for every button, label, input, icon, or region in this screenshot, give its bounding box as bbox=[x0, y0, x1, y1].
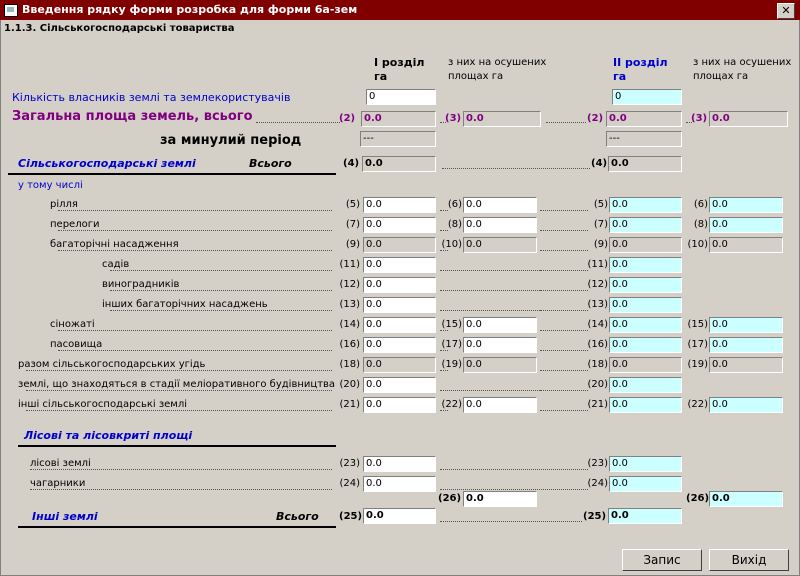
forest-row-field-3[interactable]: 0.0 bbox=[609, 476, 682, 492]
other-total-label: Всього bbox=[276, 510, 319, 523]
row-code-4: (15) bbox=[687, 319, 708, 330]
row-field-3: 0.0 bbox=[609, 357, 682, 373]
row-label: багаторічні насадження bbox=[50, 239, 179, 250]
col2-header-line1: з них на осушених bbox=[448, 57, 547, 68]
row-code-1: (7) bbox=[345, 219, 360, 230]
row-label: пасовища bbox=[50, 339, 103, 350]
row-dots bbox=[540, 349, 588, 351]
window-icon bbox=[4, 4, 18, 17]
forest-row-label: лісові землі bbox=[30, 458, 91, 469]
row-code-3: (13) bbox=[587, 299, 608, 310]
dots bbox=[440, 520, 582, 522]
close-button[interactable]: ✕ bbox=[777, 3, 795, 19]
row-code-1: (5) bbox=[345, 199, 360, 210]
row-dots bbox=[58, 329, 332, 331]
row-field-3[interactable]: 0.0 bbox=[609, 337, 682, 353]
forest-row-field-1[interactable]: 0.0 bbox=[363, 456, 436, 472]
agri-code-3: (4) bbox=[591, 158, 608, 169]
row-dots bbox=[540, 369, 588, 371]
row-code-3: (14) bbox=[587, 319, 608, 330]
row-field-1: 0.0 bbox=[363, 237, 436, 253]
total-field-2: 0.0 bbox=[463, 111, 541, 127]
row-code-2: (17) bbox=[441, 339, 462, 350]
other-field-1[interactable]: 0.0 bbox=[363, 508, 436, 524]
col4-header-line2: площах га bbox=[693, 71, 749, 82]
row-dots bbox=[540, 229, 588, 231]
other-underline bbox=[18, 526, 336, 528]
forest-row-label: чагарники bbox=[30, 478, 86, 489]
total-label: Загальна площа земель, всього bbox=[12, 109, 253, 124]
row-code-3: (20) bbox=[587, 379, 608, 390]
row-code-3: (12) bbox=[587, 279, 608, 290]
row-code-1: (16) bbox=[339, 339, 360, 350]
row-code-3: (7) bbox=[593, 219, 608, 230]
row-field-4[interactable]: 0.0 bbox=[709, 197, 783, 213]
row-code-2: (8) bbox=[447, 219, 462, 230]
row-code-3: (16) bbox=[587, 339, 608, 350]
row-code-3: (11) bbox=[587, 259, 608, 270]
row-label: перелоги bbox=[50, 219, 100, 230]
row-dots bbox=[440, 468, 588, 470]
row-label: разом сільськогосподарських угідь bbox=[18, 359, 206, 370]
row-label: рілля bbox=[50, 199, 78, 210]
window-title: Введення рядку форми розробка для форми 6а-зем bbox=[22, 3, 358, 16]
owners-input-3[interactable]: 0 bbox=[612, 89, 682, 105]
row-code-3: (9) bbox=[593, 239, 608, 250]
row-field-3[interactable]: 0.0 bbox=[609, 217, 682, 233]
other-code-3: (25) bbox=[583, 511, 607, 522]
col3-header-line2: га bbox=[613, 70, 627, 83]
agri-title: Сільськогосподарські землі bbox=[18, 157, 196, 170]
agri-incl-label: у тому числі bbox=[18, 180, 83, 191]
total-code-4: (3) bbox=[691, 113, 708, 124]
row-field-2[interactable]: 0.0 bbox=[463, 397, 537, 413]
row-code-1: (14) bbox=[339, 319, 360, 330]
agri-field-1: 0.0 bbox=[362, 156, 436, 172]
other-field-3[interactable]: 0.0 bbox=[608, 508, 682, 524]
total-code-2: (3) bbox=[445, 113, 462, 124]
forest-sum-field-4[interactable]: 0.0 bbox=[709, 491, 783, 507]
row-code-1: (13) bbox=[339, 299, 360, 310]
forest-title: Лісові та лісовкриті площі bbox=[24, 429, 193, 442]
row-code-4: (8) bbox=[693, 219, 708, 230]
owners-input-1[interactable]: 0 bbox=[366, 89, 436, 105]
row-label: виноградників bbox=[102, 279, 180, 290]
row-field-1[interactable]: 0.0 bbox=[363, 397, 436, 413]
forest-sum-code-2: (26) bbox=[438, 493, 462, 504]
total-code-3: (2) bbox=[587, 113, 604, 124]
row-field-4: 0.0 bbox=[709, 357, 783, 373]
row-dots bbox=[540, 249, 588, 251]
row-label: землі, що знаходяться в стадії меліоративного будівництва bbox=[18, 379, 336, 390]
row-field-1[interactable]: 0.0 bbox=[363, 217, 436, 233]
row-code-3: (21) bbox=[587, 399, 608, 410]
col1-header-line1: I розділ bbox=[374, 56, 425, 69]
other-title: Інші землі bbox=[32, 510, 98, 523]
row-field-3[interactable]: 0.0 bbox=[609, 297, 682, 313]
row-code-1: (18) bbox=[339, 359, 360, 370]
row-field-4[interactable]: 0.0 bbox=[709, 317, 783, 333]
col3-header-line1: II розділ bbox=[613, 56, 668, 69]
row-code-1: (20) bbox=[339, 379, 360, 390]
row-label: інших багаторічних насаджень bbox=[102, 299, 268, 310]
prev-period-field-1: --- bbox=[360, 131, 436, 147]
forest-underline bbox=[18, 445, 336, 447]
row-dots bbox=[540, 409, 588, 411]
dots bbox=[442, 167, 590, 169]
row-label: садів bbox=[102, 259, 130, 270]
row-field-3[interactable]: 0.0 bbox=[609, 377, 682, 393]
row-dots bbox=[540, 209, 588, 211]
row-code-4: (17) bbox=[687, 339, 708, 350]
total-field-4: 0.0 bbox=[709, 111, 788, 127]
total-code-1: (2) bbox=[339, 113, 356, 124]
row-field-1[interactable]: 0.0 bbox=[363, 277, 436, 293]
agri-code-1: (4) bbox=[343, 158, 360, 169]
col4-header-line1: з них на осушених bbox=[693, 57, 792, 68]
row-field-2[interactable]: 0.0 bbox=[463, 197, 537, 213]
row-field-2: 0.0 bbox=[463, 357, 537, 373]
row-dots bbox=[540, 309, 588, 311]
prev-period-label: за минулий період bbox=[160, 133, 302, 148]
row-dots bbox=[540, 389, 588, 391]
agri-total-label: Всього bbox=[249, 157, 292, 170]
row-code-1: (9) bbox=[345, 239, 360, 250]
row-code-1: (11) bbox=[339, 259, 360, 270]
row-field-1[interactable]: 0.0 bbox=[363, 197, 436, 213]
row-field-3: 0.0 bbox=[609, 237, 682, 253]
forest-sum-code-4: (26) bbox=[686, 493, 710, 504]
row-field-3[interactable]: 0.0 bbox=[609, 257, 682, 273]
forest-row-field-1[interactable]: 0.0 bbox=[363, 476, 436, 492]
row-code-2: (19) bbox=[441, 359, 462, 370]
col2-header-line2: площах га bbox=[448, 71, 504, 82]
row-field-4[interactable]: 0.0 bbox=[709, 337, 783, 353]
row-code-4: (10) bbox=[687, 239, 708, 250]
row-field-4[interactable]: 0.0 bbox=[709, 217, 783, 233]
row-dots bbox=[540, 329, 588, 331]
total-dots bbox=[256, 121, 340, 123]
row-field-1[interactable]: 0.0 bbox=[363, 377, 436, 393]
owners-label: Кількість власників землі та землекористувачів bbox=[12, 91, 291, 104]
row-code-4: (19) bbox=[687, 359, 708, 370]
row-field-2[interactable]: 0.0 bbox=[463, 337, 537, 353]
row-code-3: (5) bbox=[593, 199, 608, 210]
row-code-4: (22) bbox=[687, 399, 708, 410]
row-field-2[interactable]: 0.0 bbox=[463, 317, 537, 333]
agri-field-3: 0.0 bbox=[608, 156, 682, 172]
row-label: інші сільськогосподарські землі bbox=[18, 399, 188, 410]
row-code-4: (6) bbox=[693, 199, 708, 210]
row-field-3[interactable]: 0.0 bbox=[609, 397, 682, 413]
forest-row-field-3[interactable]: 0.0 bbox=[609, 456, 682, 472]
forest-sum-field-2[interactable]: 0.0 bbox=[463, 491, 537, 507]
row-field-2: 0.0 bbox=[463, 237, 537, 253]
save-button[interactable]: Запис bbox=[622, 549, 702, 571]
row-code-2: (22) bbox=[441, 399, 462, 410]
row-field-1: 0.0 bbox=[363, 357, 436, 373]
row-code-3: (18) bbox=[587, 359, 608, 370]
row-label: сіножаті bbox=[50, 319, 95, 330]
row-field-2[interactable]: 0.0 bbox=[463, 217, 537, 233]
section-title: 1.1.3. Сільськогосподарські товариства bbox=[4, 23, 235, 34]
row-code-1: (21) bbox=[339, 399, 360, 410]
dots bbox=[546, 121, 586, 123]
row-code-1: (12) bbox=[339, 279, 360, 290]
other-code-1: (25) bbox=[339, 511, 363, 522]
total-field-3: 0.0 bbox=[606, 111, 682, 127]
row-dots bbox=[440, 488, 588, 490]
forest-row-code-3: (23) bbox=[587, 458, 608, 469]
forest-row-code-1: (23) bbox=[339, 458, 360, 469]
row-field-1[interactable]: 0.0 bbox=[363, 297, 436, 313]
total-field-1: 0.0 bbox=[361, 111, 436, 127]
row-dots bbox=[540, 269, 588, 271]
row-dots bbox=[540, 289, 588, 291]
row-field-3[interactable]: 0.0 bbox=[609, 277, 682, 293]
row-field-3[interactable]: 0.0 bbox=[609, 317, 682, 333]
row-dots bbox=[58, 209, 332, 211]
row-code-2: (15) bbox=[441, 319, 462, 330]
row-field-4[interactable]: 0.0 bbox=[709, 397, 783, 413]
row-field-4: 0.0 bbox=[709, 237, 783, 253]
row-field-3[interactable]: 0.0 bbox=[609, 197, 682, 213]
forest-row-code-1: (24) bbox=[339, 478, 360, 489]
title-bar bbox=[0, 0, 800, 20]
row-field-1[interactable]: 0.0 bbox=[363, 317, 436, 333]
prev-period-field-3: --- bbox=[606, 131, 682, 147]
col1-header-line2: га bbox=[374, 70, 388, 83]
row-dots bbox=[110, 269, 332, 271]
agri-underline bbox=[8, 173, 336, 175]
row-field-1[interactable]: 0.0 bbox=[363, 337, 436, 353]
row-field-1[interactable]: 0.0 bbox=[363, 257, 436, 273]
forest-row-code-3: (24) bbox=[587, 478, 608, 489]
exit-button[interactable]: Вихід bbox=[709, 549, 789, 571]
row-code-2: (6) bbox=[447, 199, 462, 210]
row-code-2: (10) bbox=[441, 239, 462, 250]
